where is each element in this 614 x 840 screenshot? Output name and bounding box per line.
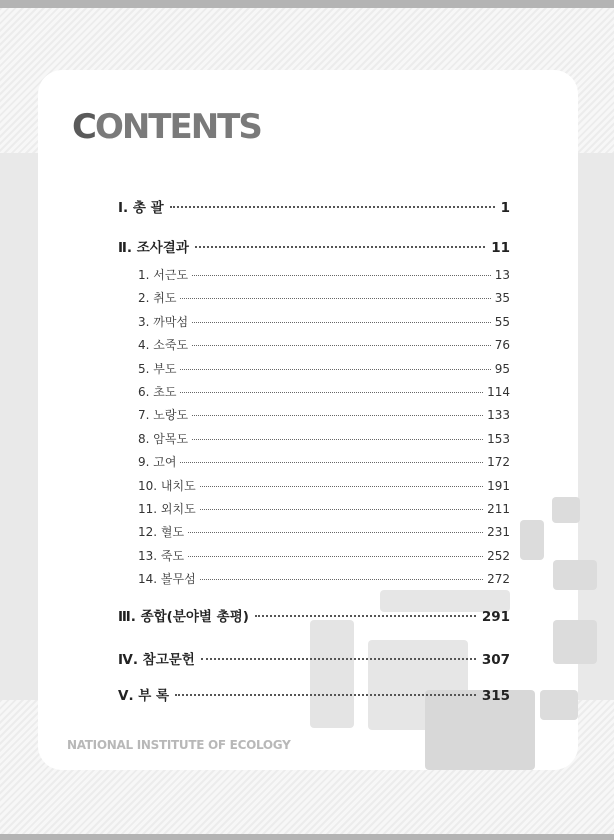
toc-subsection-row[interactable] [138, 289, 510, 306]
dot-leader [200, 509, 483, 510]
toc-subsection-label: 9. 고여 [138, 455, 177, 469]
decorative-block [553, 560, 597, 590]
top-border [0, 0, 614, 8]
toc-subsection-row[interactable] [138, 500, 510, 517]
toc-subsection-page: 191 [487, 479, 510, 493]
dot-leader [180, 369, 490, 370]
page-title: CONTENTS [72, 107, 261, 147]
toc-section-label: Ⅰ. 총 괄 [118, 200, 164, 216]
dot-leader [180, 462, 483, 463]
toc-subsection-row[interactable] [138, 406, 510, 423]
toc-subsection-page: 55 [494, 315, 510, 329]
toc-section-label: Ⅴ. 부 록 [118, 688, 170, 704]
toc-section-row[interactable] [118, 684, 510, 704]
toc-subsection-row[interactable] [138, 313, 510, 330]
toc-subsection-page: 211 [487, 502, 510, 516]
toc-subsection-label: 3. 까막섬 [138, 315, 189, 329]
toc-subsection-label: 6. 초도 [138, 385, 177, 399]
toc-section-label: Ⅱ. 조사결과 [118, 240, 189, 256]
toc-subsection-label: 8. 암목도 [138, 432, 189, 446]
toc-subsection-label: 13. 죽도 [138, 549, 185, 563]
dot-leader [192, 322, 491, 323]
toc-subsection-label: 5. 부도 [138, 362, 177, 376]
toc-subsection-row[interactable] [138, 266, 510, 283]
decorative-block [310, 620, 354, 728]
dot-leader [180, 298, 490, 299]
toc-subsection-label: 11. 외치도 [138, 502, 196, 516]
dot-leader [201, 658, 476, 660]
toc-subsection-row[interactable] [138, 453, 510, 470]
dot-leader [255, 615, 476, 617]
dot-leader [192, 345, 491, 346]
toc-section-label: Ⅲ. 종합(분야별 총평) [118, 609, 249, 625]
dot-leader [175, 694, 476, 696]
toc-section-page: 315 [481, 688, 510, 704]
dot-leader [195, 246, 485, 248]
toc-subsection-page: 95 [494, 362, 510, 376]
decorative-block [553, 620, 597, 664]
toc-subsection-label: 7. 노랑도 [138, 408, 189, 422]
toc-subsection-page: 13 [494, 268, 510, 282]
bottom-border [0, 834, 614, 840]
toc-subsection-row[interactable] [138, 477, 510, 494]
toc-subsection-page: 153 [487, 432, 510, 446]
decorative-block [552, 497, 580, 523]
toc-subsection-row[interactable] [138, 430, 510, 447]
dot-leader [188, 532, 483, 533]
toc-subsection-label: 10. 내치도 [138, 479, 196, 493]
toc-subsection-row[interactable] [138, 360, 510, 377]
toc-section-page: 11 [491, 240, 510, 256]
toc-subsection-label: 14. 볼무섬 [138, 572, 196, 586]
dot-leader [192, 439, 483, 440]
decorative-block [540, 690, 578, 720]
institute-name: NATIONAL INSTITUTE OF ECOLOGY [67, 738, 291, 752]
toc-section-page: 291 [481, 609, 510, 625]
toc-subsection-label: 4. 소죽도 [138, 338, 189, 352]
toc-subsection-label: 12. 혈도 [138, 525, 185, 539]
dot-leader [188, 556, 483, 557]
dot-leader [180, 392, 483, 393]
toc-subsection-label: 2. 취도 [138, 291, 177, 305]
dot-leader [170, 206, 495, 208]
decorative-block [520, 520, 544, 560]
toc-section-page: 307 [481, 652, 510, 668]
dot-leader [192, 275, 491, 276]
toc-section-row[interactable] [118, 236, 510, 256]
dot-leader [200, 579, 483, 580]
toc-subsection-row[interactable] [138, 383, 510, 400]
toc-subsection-page: 35 [494, 291, 510, 305]
dot-leader [192, 415, 483, 416]
toc-subsection-page: 231 [487, 525, 510, 539]
toc-section-label: Ⅳ. 참고문헌 [118, 652, 195, 668]
toc-subsection-page: 252 [487, 549, 510, 563]
dot-leader [200, 486, 483, 487]
toc-subsection-row[interactable] [138, 547, 510, 564]
toc-subsection-row[interactable] [138, 570, 510, 587]
toc-section-row[interactable] [118, 648, 510, 668]
toc-section-page: 1 [500, 200, 510, 216]
toc-subsection-page: 76 [494, 338, 510, 352]
toc-subsection-page: 172 [487, 455, 510, 469]
toc-section-row[interactable] [118, 605, 510, 625]
toc-subsection-row[interactable] [138, 336, 510, 353]
toc-subsection-page: 114 [487, 385, 510, 399]
toc-subsection-label: 1. 서근도 [138, 268, 189, 282]
toc-section-row[interactable] [118, 196, 510, 216]
toc-subsection-page: 272 [487, 572, 510, 586]
toc-subsection-row[interactable] [138, 523, 510, 540]
toc-subsection-page: 133 [487, 408, 510, 422]
